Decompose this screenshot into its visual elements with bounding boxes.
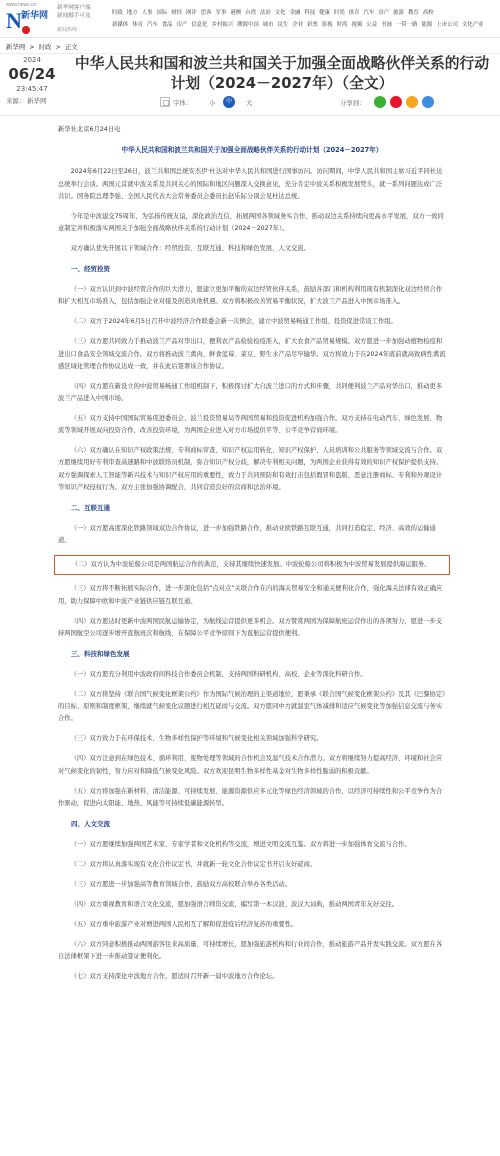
article-body <box>58 124 446 991</box>
hotline-label: 新闻热线： <box>57 27 83 33</box>
source-label: 来源： <box>6 97 26 105</box>
nav-link[interactable]: 民生 <box>277 22 289 28</box>
nav-link[interactable]: 房产 <box>378 10 390 16</box>
more-share-icon[interactable] <box>422 96 434 108</box>
nav-link[interactable]: 人事 <box>141 10 153 16</box>
nav-link[interactable]: 新媒体 <box>112 22 129 28</box>
xinhua-logo[interactable] <box>6 2 52 36</box>
nav-link[interactable]: 书画 <box>381 22 392 28</box>
nav-link[interactable]: 高校 <box>422 10 434 16</box>
logo-dot <box>22 26 30 34</box>
breadcrumb-current: 正文 <box>64 43 78 51</box>
weibo-share-icon[interactable] <box>390 96 402 108</box>
intro-paragraph: 双方确认优先开展以下领域合作：经贸投资、互联互通、科技和绿色发展、人文交流。 <box>70 245 310 253</box>
nav-link[interactable]: 法治 <box>259 10 271 16</box>
breadcrumb-home[interactable]: 新华网 <box>6 43 26 51</box>
article-paragraph: （七）双方支持深化中波地方合作，愿适时召开新一届中波地方合作论坛。 <box>70 973 279 981</box>
nav-row-2 <box>112 20 487 28</box>
breadcrumb-section[interactable]: 时政 <box>38 43 52 51</box>
article-paragraph: （二）双方将坚持《联合国气候变化框架公约》作为国际气候治理的主渠道地位，愿秉承《联合国气候变化框架公约》及其《巴黎协定》的目标、原则和制度框架，继续就气候变化议题进行相互磋商与交流。双方愿同中方就温室气体减排和适应气候变化等加强信息交流与务实合作。 <box>58 691 446 723</box>
font-small-button[interactable]: 小 <box>209 99 216 107</box>
article-paragraph: （四）双方愿达时更新中波两国民航运输协定，为航线运营提供更多机会。双方赞赏两国为保障航班运营作出的各项努力，愿进一步支持两国航空公司逐步增开直航班次和航线，在保障公平竞争原则下为直航运营提供便利。 <box>58 617 443 637</box>
nav-link[interactable]: 彩票 <box>307 22 318 28</box>
article-paragraph: （一）双方愿充分利用中波政府间科技合作委员会机制，支持两国科研机构、高校、企业等深化科研合作。 <box>70 671 367 679</box>
intro-paragraph: 今年是中波建交75周年，为弘扬传统友谊，深化政治互信，拓展两国各领域务实合作，推动双边关系持续向更高水平发展，双方一致同意制定并积极落实两国关于加强全面战略伙伴关系的行动计划（2024－2027年）。 <box>58 212 444 233</box>
nav-link[interactable]: 城市 <box>262 22 274 28</box>
article-paragraph: （三）双方愿共同致力于推动波兰产品对华出口，便利农产品检验检疫准入，扩大农食产品贸易规模。双方愿进一步加强动植物检疫和进出口食品安全领域交流合作。双方将推动波兰禽肉、鲜食蓝莓、菜豆、野生水产品尽早输华。双方将致力于在2024年底前就高致病性禽流感区域化管理合作协议达成一致，并在此后签署该合作协议。 <box>58 338 446 370</box>
share-label: 分享到： <box>340 99 366 107</box>
app-slogan <box>57 4 105 20</box>
breadcrumb <box>6 42 80 51</box>
font-medium-button[interactable]: 中 <box>223 96 235 108</box>
hotline <box>57 26 82 33</box>
nav-link[interactable]: 体育 <box>132 22 143 28</box>
nav-link[interactable]: 公益 <box>366 22 378 28</box>
nav-link[interactable]: 食品 <box>161 22 173 28</box>
nav-link[interactable]: 溯源中国 <box>237 22 259 28</box>
logo-url: www.news.cn <box>6 2 37 8</box>
qzone-share-icon[interactable] <box>406 96 418 108</box>
nav-link[interactable]: 视频 <box>351 22 363 28</box>
nav-link[interactable]: 能源 <box>421 22 433 28</box>
nav-link[interactable]: 影视 <box>321 22 333 28</box>
font-label: 字体： <box>173 99 193 107</box>
article-paragraph: （二）双方于2024年6月5日召开中波经济合作联委会新一次例会，建立中波贸易畅通工作组、投资促进常设工作组。 <box>70 318 397 326</box>
nav-link[interactable]: 企业 <box>292 22 304 28</box>
nav-row-1 <box>112 8 438 16</box>
article-paragraph: （四）双方注意到在绿色技术、循环利用、废物处理等领域的合作机会及温气技术合作潜力。双方将继续努力提高经济、环境和社会应对气候变化的韧性，努力应对和降低气候变化风险。双方欢迎昆明生物多样性基金对生物多样性脆弱的积极贡献。 <box>58 755 443 775</box>
divider <box>0 115 500 116</box>
breadcrumb-sep: > <box>55 43 61 51</box>
article-paragraph: （五）双方支持中国国际贸易促进委员会、波兰投资贸易局等两国贸易和投资促进机构加强合作。双方支持在电动汽车、绿色发展、物流等领域开展双向投资合作，改善投资环境，为两国企业进入对方市场提供平等、公平竞争营商环境。 <box>58 415 443 435</box>
article-paragraph: （一）双方愿高度深化铁路领域双边合作协议，进一步加强铁路合作，推动亚欧铁路互联互通，共同打造稳定、经济、高效的运输通道。 <box>58 525 436 545</box>
logo-n-letter: N <box>6 8 22 33</box>
nav-link[interactable]: 地方 <box>126 10 138 16</box>
nav-link[interactable]: 上市公司 <box>436 22 458 28</box>
nav-link[interactable]: 文化 <box>274 10 286 16</box>
font-large-button[interactable]: 大 <box>246 99 253 107</box>
article-paragraph: （四）双方愿在新设立的中波贸易畅通工作组机制下，积极探讨扩大自波兰进口的方式和步骤，共同便利波兰产品对华出口，推动更多波兰产品进入中国市场。 <box>58 382 443 403</box>
section-heading: 四、人文交流 <box>71 819 110 828</box>
nav-link[interactable]: 体育 <box>348 10 360 16</box>
nav-link[interactable]: 信息化 <box>191 22 208 28</box>
article-paragraph: （三）双方愿进一步加强高等教育领域合作，鼓励双方高校联合举办各类活动。 <box>70 881 291 889</box>
source <box>6 96 58 105</box>
source-name: 新华网 <box>27 97 47 105</box>
nav-link[interactable]: 一带一路 <box>395 22 418 28</box>
nav-link[interactable]: 时政 <box>112 10 123 16</box>
logo-text: 新华网 <box>21 11 49 21</box>
article-paragraph: （五）双方将加强在新材料、清洁能源、可持续发展、能源资源供应多元化等绿色经济领域的合作，以经济可持续性和公平竞争作为合作驱动，促进向太阳能、地热、风能等可持续低碳能源转型。 <box>58 787 443 807</box>
article-paragraph: （四）双方重视教育和语言文化交流，愿加强语言师资交流，编写第一本汉波、波汉大词典，推动两国青年友好交往。 <box>70 901 399 909</box>
logo-mark <box>6 8 52 34</box>
nav-link[interactable]: 时尚 <box>333 10 345 16</box>
nav-link[interactable]: 思客 <box>200 10 212 16</box>
nav-link[interactable]: 汽车 <box>146 22 158 28</box>
article-paragraph: （一）双方愿继续加强两国艺术家、专家学者和文化机构等交流，增进文明交流互鉴。双方将进一步加强体育交流与合作。 <box>70 841 411 849</box>
nav-link[interactable]: 文化产业 <box>461 22 484 28</box>
nav-link[interactable]: 旅游 <box>393 10 404 16</box>
publish-date <box>6 56 58 105</box>
nav-link[interactable]: 科技 <box>304 10 316 16</box>
dateline: 新华社北京6月24日电 <box>58 126 121 133</box>
nav-link[interactable]: 汽车 <box>363 10 375 16</box>
font-size-icon <box>160 97 170 107</box>
nav-link[interactable]: 港澳 <box>230 10 242 16</box>
section-heading: 三、科技和绿色发展 <box>71 649 130 658</box>
highlighted-paragraph: （二）双方认为中波轮船公司是两国航运合作的典范，支持其继续快速发展。中波轮船公司将积极为中波贸易发展提供海运服务。 <box>54 555 450 575</box>
nav-link[interactable]: 房产 <box>176 22 188 28</box>
article-title: 中华人民共和国和波兰共和国关于加强全面战略伙伴关系的行动计划（2024－2027年）（全文） <box>74 55 490 92</box>
wechat-share-icon[interactable] <box>374 96 386 108</box>
publish-year: 2024 <box>23 56 41 64</box>
nav-link[interactable]: 军事 <box>215 10 227 16</box>
article-paragraph: （六）双方同意积极推动两国游客往来高质量、可持续增长，愿加强旅游机构和行业间合作，推动旅游产品开发实践交流。双方愿在各自法律框架下进一步推动签证便利化。 <box>58 941 443 961</box>
nav-link[interactable]: 网评 <box>185 10 197 16</box>
nav-link[interactable]: 国际 <box>156 10 168 16</box>
article-paragraph: （三）双方致力于在环保技术、生物多样性保护等环境和气候变化相关领域加强科学研究。 <box>70 735 323 743</box>
nav-link[interactable]: 台湾 <box>245 10 256 16</box>
nav-link[interactable]: 时尚 <box>336 22 348 28</box>
article-paragraph: （五）双方重申旅游产业对增进两国人民相互了解和促进疫后经济复苏的重要性。 <box>70 921 298 929</box>
nav-link[interactable]: 财经 <box>171 10 182 16</box>
publish-month-day: 06/24 <box>8 65 56 83</box>
nav-link[interactable]: 健康 <box>319 10 330 16</box>
publish-time: 23:45:47 <box>16 85 48 93</box>
article-paragraph: （二）双方将认真落实现有文化合作议定书，并就新一轮文化合作议定书开启友好磋商。 <box>70 861 317 869</box>
article-paragraph: （一）双方认识到中波经贸合作的巨大潜力，愿建立更加平衡的双边经贸伙伴关系，鼓励各部门和机构利用现有机制深化双边经贸合作和扩大相互市场准入，包括加强企业对接及创造具他机遇。双方将积极改善贸易平衡状况，扩大波兰产品进入中国市场准入。 <box>58 286 443 306</box>
slogan-line-1: 新华网客户端 <box>57 5 91 11</box>
slogan-line-2: 新闻触手可及 <box>57 13 91 19</box>
nav-link[interactable]: 乡村振兴 <box>211 22 234 28</box>
section-heading: 二、互联互通 <box>71 503 110 512</box>
article-sections <box>58 263 446 983</box>
nav-link[interactable]: 教育 <box>407 10 419 16</box>
document-title: 中华人民共和国和波兰共和国关于加强全面战略伙伴关系的行动计划（2024－2027年） <box>121 146 383 155</box>
article-paragraph: （六）双方确认在知识产权政策法规、专利商标审查、知识产权运用转化、知识产权保护、人员培训和公共服务等领域交流与合作。双方愿继续用好专利审查高速路和中波联络员机制，弥合知识产权分歧，解决专利相关问题，为两国企业获得有效的知识产权保护提供支持。双方强调探索人工智能等新兴技术与知识产权应用的重要性，致力于共同预防和有效打击包括假冒和盗版、恶意注册商标、专利和外观设计等知识产权侵权行为。双方主张加强协调配合，共同营造良好的营商和法治环境。 <box>58 447 443 491</box>
article-tools <box>72 97 492 111</box>
article-paragraph: （三）双方将不断拓展实际合作，进一步深化包括“点对点”关联合作在内的海关贸易安全和通关便利化合作，强化海关法律有效正确应用，助力保障中欧和中波产业链供应链互联互通。 <box>58 585 443 605</box>
nav-link[interactable]: 金融 <box>289 10 301 16</box>
site-header <box>0 0 500 38</box>
intro-paragraph: 2024年6月22日至26日，波兰共和国总统安杰伊·杜达对中华人民共和国进行国事访问。访问期间，中华人民共和国主席习近平同杜达总统举行会谈。两国元首就中波关系及共同关心的国际和地区问题深入交换意见，充分肯定中波关系积极发展势头，就一系列问题达成广泛共识。国务院总理李强、全国人民代表大会常务委员会委员长赵乐际分别会见杜达总统。 <box>58 168 443 200</box>
section-heading: 一、经贸投资 <box>71 265 110 274</box>
breadcrumb-sep: > <box>29 43 35 51</box>
